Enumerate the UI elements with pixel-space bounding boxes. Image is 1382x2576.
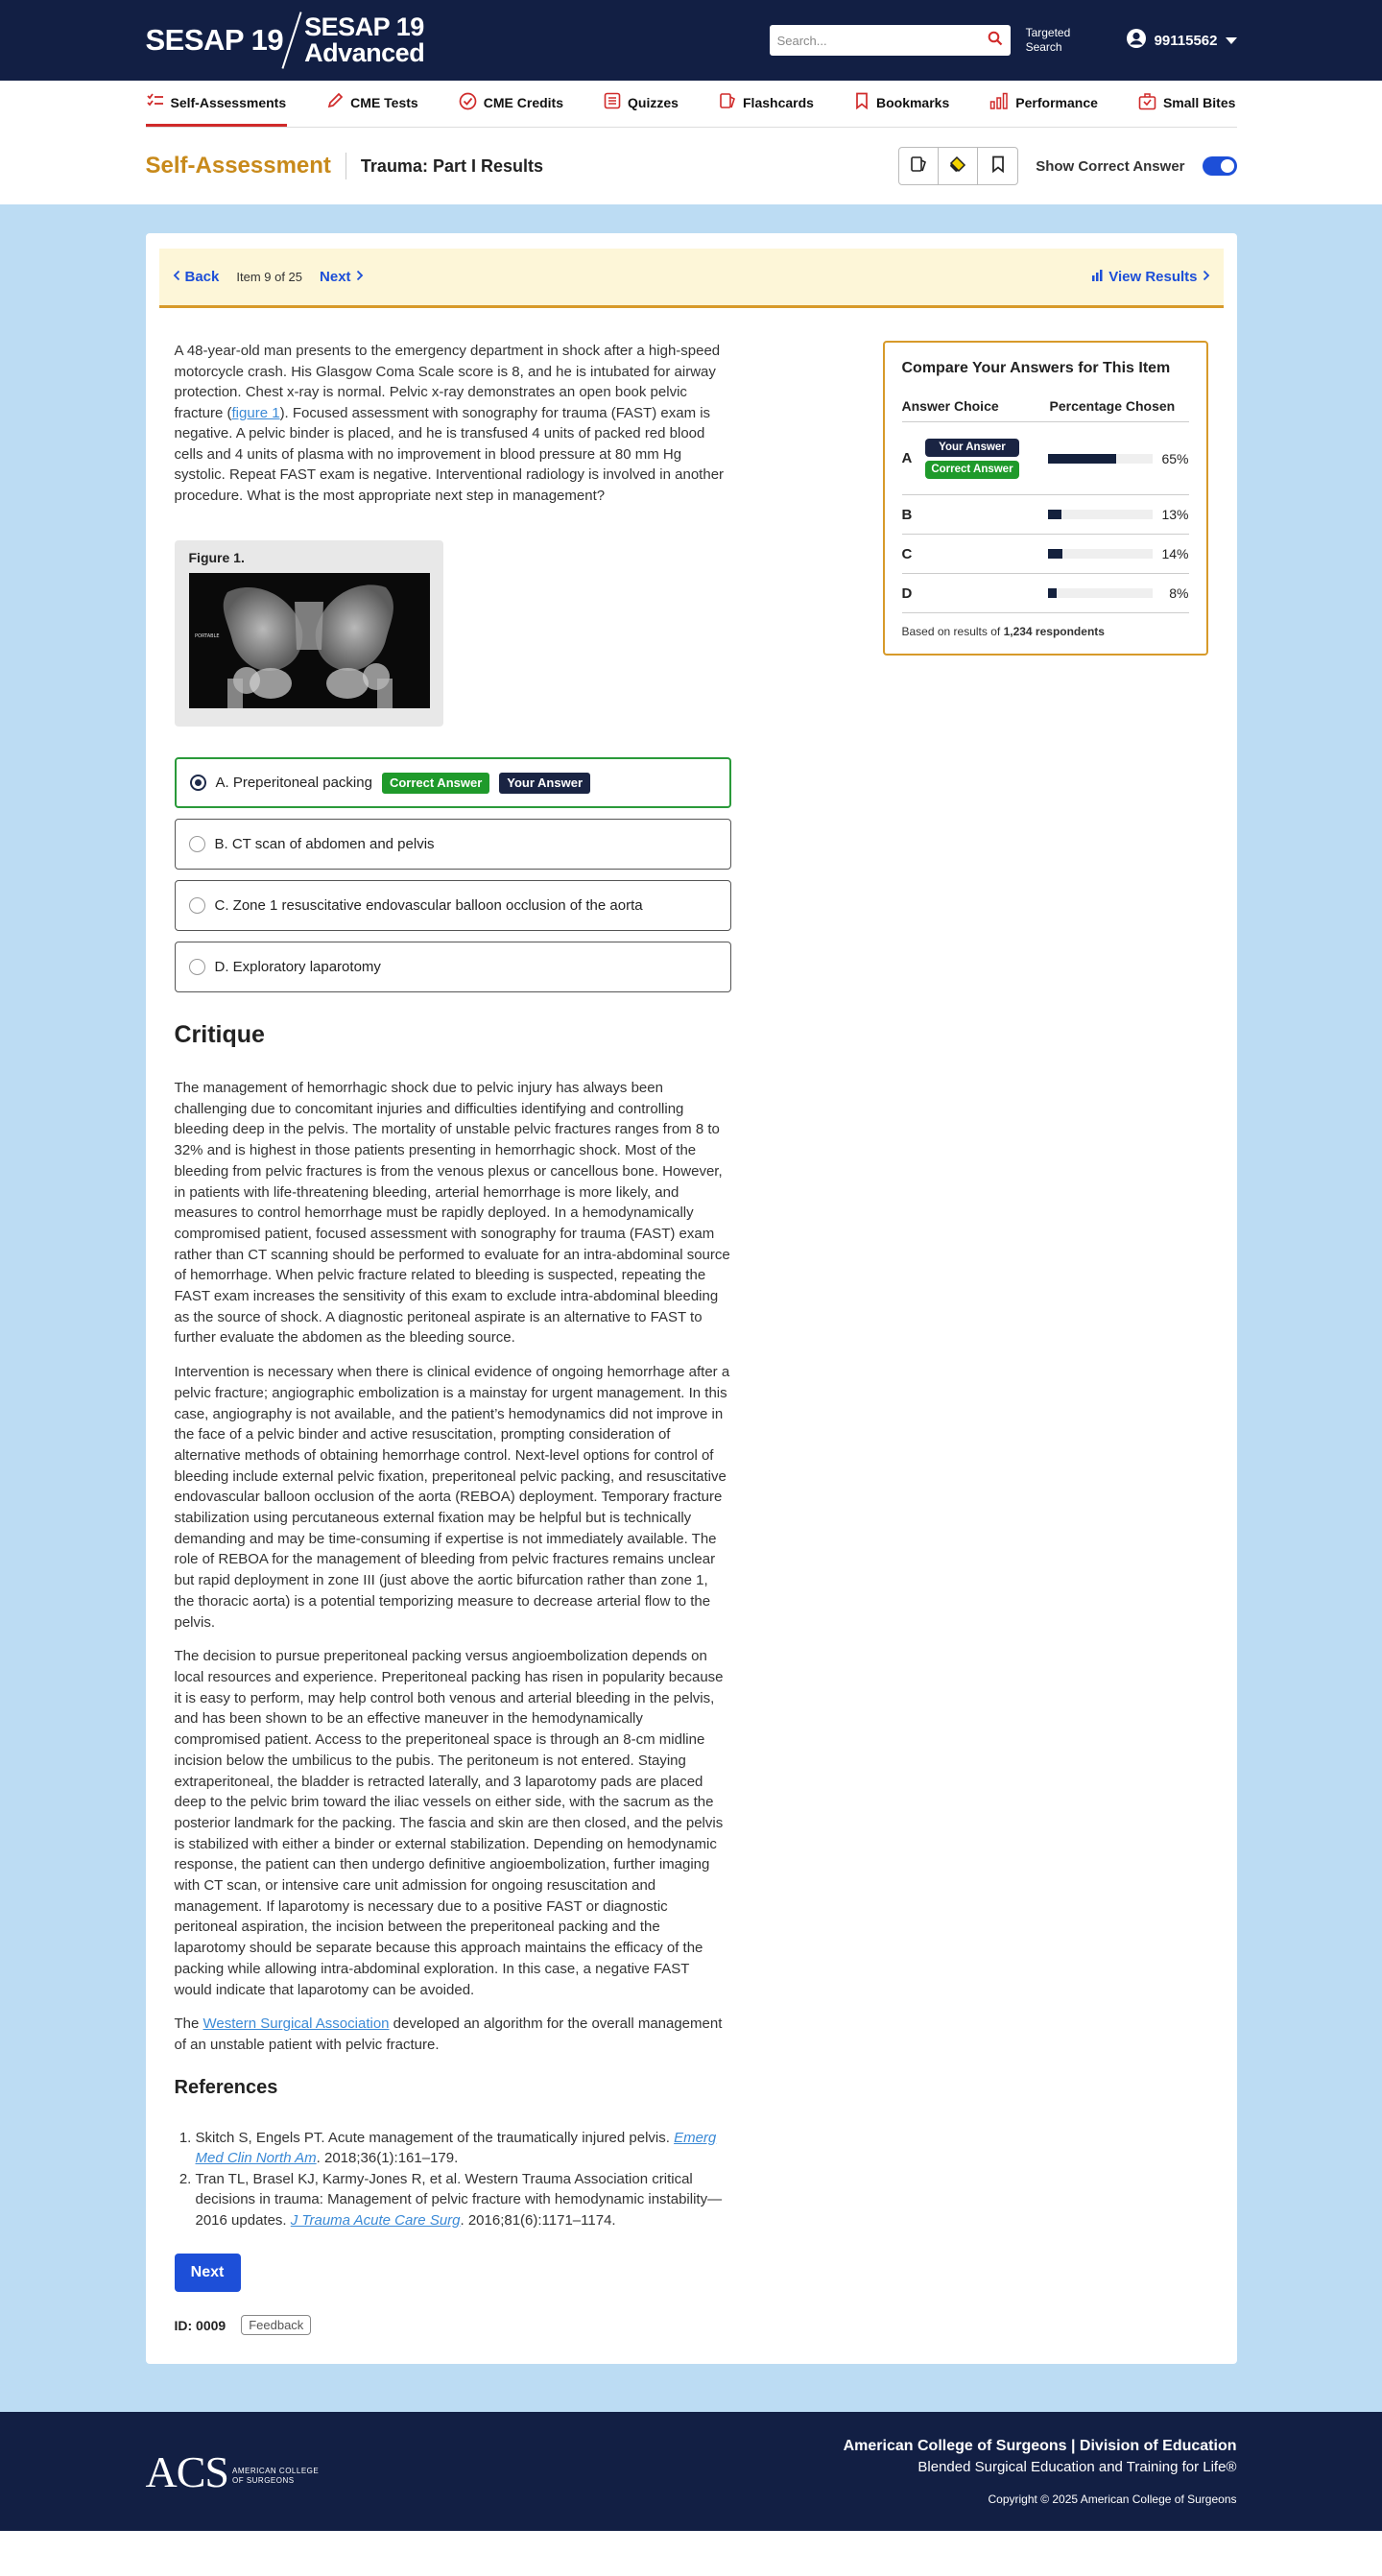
logo-advanced-line1: SESAP 19 <box>304 12 424 41</box>
option-label: D. Exploratory laparotomy <box>214 959 381 975</box>
targeted-search-link[interactable]: Targeted Search <box>1025 26 1071 54</box>
percentage-bar <box>1048 588 1153 598</box>
correct-answer-badge: Correct Answer <box>382 773 489 794</box>
critique-text: developed an algorithm for the overall management of an unstable patient with pelvic fracture. <box>174 2015 723 2053</box>
chevron-down-icon <box>1226 37 1237 44</box>
view-results-link[interactable] <box>1091 269 1209 285</box>
reference-text: Tran TL, Brasel KJ, Karmy-Jones R, et al. Western Trauma Association critical decisions in trauma: Management of pelvic fracture with hemodynamic instability—2016 updates. <box>195 2170 723 2229</box>
check-circle-icon <box>459 92 477 113</box>
highlighter-icon <box>948 155 967 179</box>
answer-options <box>175 757 731 992</box>
radio[interactable] <box>189 959 205 975</box>
item-counter: Item 9 of 25 <box>236 270 303 284</box>
item-id: ID: 0009 <box>174 2317 226 2333</box>
footer-org: American College of Surgeons | Division of Education <box>843 2437 1237 2454</box>
percentage-value: 8% <box>1169 585 1189 601</box>
critique-paragraph: Intervention is necessary when there is clinical evidence of ongoing hemorrhage after a pelvic fracture; angiographic embolization is a mainstay for urgent management. In this case, angiography is not available, and the patient’s hemodynamics did not improve in the face of a pelvic binder and active resuscitation, prompting consideration of alternative methods of obtaining hemorrhage control. Next-level options for control of bleeding include external pelvic fixation, preperitoneal pelvic packing, and resuscitative endovascular balloon occlusion of the aorta (REBOA) deployment. Temporary fracture stabilization using percutaneous external fixation may be helpful but is technically demanding and may be time-consuming if expertise is not immediately available. The role of REBOA for the management of bleeding from pelvic fractures remains unclear but rapid deployment in zone III (just above the aortic bifurcation rather than zone 1, the thoracic aorta) is a potential temporizing measure to decrease arterial flow to the pelvis. <box>174 1364 730 1631</box>
acs-logo-text: ACS <box>145 2446 228 2496</box>
highlighter-tool-button[interactable] <box>939 148 978 184</box>
nav-label: Quizzes <box>628 94 679 110</box>
your-answer-badge: Your Answer <box>925 439 1018 457</box>
option-b[interactable] <box>175 819 731 870</box>
option-label: C. Zone 1 resuscitative endovascular balloon occlusion of the aorta <box>214 897 643 914</box>
figure-label: Figure 1. <box>188 550 245 565</box>
acs-small-2: OF SURGEONS <box>231 2476 295 2486</box>
top-header <box>0 0 1382 81</box>
next-link[interactable] <box>320 269 364 285</box>
compare-column <box>883 341 1208 2335</box>
bookmark-tool-button[interactable] <box>978 148 1017 184</box>
footer-tagline: Blended Surgical Education and Training for Life® <box>917 2458 1237 2475</box>
flashcard-icon <box>910 155 927 178</box>
nav-label: Self-Assessments <box>170 94 287 110</box>
user-id: 99115562 <box>1154 32 1218 49</box>
title-bar <box>146 128 1237 204</box>
reference-text: . 2018;36(1):161–179. <box>316 2150 459 2167</box>
reference-item <box>196 2128 731 2169</box>
chevron-right-icon <box>1203 269 1210 285</box>
figure-1[interactable] <box>175 540 443 727</box>
feedback-button[interactable]: Feedback <box>241 2315 311 2335</box>
radio[interactable] <box>189 897 205 914</box>
user-avatar-icon <box>1126 28 1147 53</box>
page-subtitle: Trauma: Part I Results <box>360 155 543 176</box>
nav-performance[interactable] <box>989 81 1099 127</box>
percentage-value: 14% <box>1161 546 1189 561</box>
nav-label: Performance <box>1015 94 1098 110</box>
option-label: A. Preperitoneal packing <box>215 775 372 791</box>
option-label: B. CT scan of abdomen and pelvis <box>214 836 435 852</box>
view-results-label: View Results <box>1108 269 1198 285</box>
option-c[interactable] <box>175 880 731 931</box>
option-d[interactable] <box>175 942 731 992</box>
pencil-icon <box>326 92 344 112</box>
journal-link[interactable]: Emerg Med Clin North Am <box>195 2129 717 2167</box>
footer <box>0 2412 1382 2531</box>
logo-advanced-line2: Advanced <box>304 38 425 67</box>
pelvic-xray-image <box>189 573 430 708</box>
critique-paragraph: The management of hemorrhagic shock due to pelvic injury has always been challenging due to concomitant injuries and difficulties identifying and controlling bleeding deep in the pelvis. The mortality of unstable pelvic fractures ranges from 8 to 32% and is highest in those patients presenting in hemorrhagic shock. Most of the bleeding from pelvic fractures is from the venous plexus or cancellous bone. However, in patients with life-threatening bleeding, arterial hemorrhage is more likely, and measures to control hemorrhage must be rapidly deployed. In a hemodynamically compromised patient, focused assessment with sonography for trauma (FAST) exam rather than CT scanning should be performed to evaluate for an intra-abdominal source of hemorrhage. When pelvic fracture related to bleeding is suspected, repeating the FAST exam increases the sensitivity of this exam to exclude intra-abdominal bleeding as the source of shock. A diagnostic peritoneal aspirate is an alternative to FAST to further evaluate the abdomen as the bleeding source. <box>174 1080 730 1347</box>
nav-small-bites[interactable] <box>1137 81 1236 127</box>
western-surgical-link[interactable]: Western Surgical Association <box>203 2015 390 2033</box>
xray-portable-marker: PORTABLE <box>194 633 220 639</box>
answer-letter: D <box>901 584 913 602</box>
compare-title: Compare Your Answers for This Item <box>901 360 1171 376</box>
compare-row-a <box>902 421 1189 494</box>
percentage-bar-fill <box>1048 510 1061 519</box>
percentage-bar-fill <box>1048 588 1057 598</box>
critique-body <box>175 1078 731 2056</box>
percentage-bar <box>1048 510 1153 519</box>
compare-answers-panel <box>883 341 1208 656</box>
nav-self-assessments[interactable] <box>146 81 288 127</box>
search-icon[interactable] <box>988 31 1003 51</box>
percentage-value: 13% <box>1161 507 1189 522</box>
footer-copyright: Copyright © 2025 American College of Surgeons <box>988 2492 1237 2506</box>
flashcard-icon <box>719 92 736 112</box>
item-navigation-bar <box>159 249 1224 308</box>
acs-logo-subtext <box>232 2467 319 2486</box>
logo-divider <box>282 12 302 69</box>
bar-chart-icon <box>989 92 1009 112</box>
compare-row-c <box>902 534 1189 573</box>
figure-link[interactable]: figure 1 <box>231 404 280 421</box>
show-correct-toggle[interactable] <box>1203 156 1237 176</box>
option-a[interactable] <box>175 757 731 808</box>
journal-link[interactable]: J Trauma Acute Care Surg <box>290 2211 461 2229</box>
nav-cme-tests[interactable] <box>325 81 419 127</box>
bookmark-icon <box>854 92 870 112</box>
chevron-left-icon <box>173 269 180 285</box>
nav-label: Bookmarks <box>875 94 950 110</box>
reference-item <box>196 2169 731 2231</box>
question-stem <box>175 341 731 506</box>
compare-row-b <box>902 494 1189 534</box>
bar-chart-icon <box>1091 269 1104 285</box>
reference-text: . 2016;81(6):1171–1174. <box>460 2211 616 2229</box>
search-input[interactable] <box>777 34 988 48</box>
critique-heading: Critique <box>174 1021 265 1048</box>
radio[interactable] <box>189 836 205 852</box>
question-column <box>175 341 731 2335</box>
col-percentage: Percentage Chosen <box>1049 398 1176 414</box>
nav-label: Small Bites <box>1162 94 1236 110</box>
logo-sesap: SESAP 19 <box>145 23 284 57</box>
checklist-icon <box>147 93 164 111</box>
references-list <box>175 2128 731 2231</box>
main-nav <box>146 81 1237 128</box>
respondent-count: 1,234 respondents <box>1003 625 1105 638</box>
critique-text: The <box>174 2015 203 2033</box>
note-text: Based on results of <box>901 625 1004 638</box>
nav-quizzes[interactable] <box>603 81 679 127</box>
show-correct-label: Show Correct Answer <box>1036 157 1185 175</box>
list-icon <box>604 92 621 112</box>
answer-letter: B <box>901 506 913 523</box>
acs-small-1: AMERICAN COLLEGE <box>231 2467 320 2476</box>
logo-advanced <box>304 14 424 66</box>
acs-logo[interactable] <box>146 2446 320 2497</box>
radio-checked[interactable] <box>190 775 206 791</box>
nav-bookmarks[interactable] <box>853 81 950 127</box>
chevron-right-icon <box>356 269 364 285</box>
page-title: Self-Assessment <box>146 153 346 179</box>
reference-text: Skitch S, Engels PT. Acute management of the traumatically injured pelvis. <box>195 2129 675 2146</box>
percentage-bar <box>1048 454 1153 464</box>
sesap-logo[interactable] <box>146 11 425 70</box>
correct-answer-badge: Correct Answer <box>925 461 1018 479</box>
your-answer-badge: Your Answer <box>499 773 590 794</box>
small-bites-icon <box>1138 92 1156 113</box>
search-box <box>770 25 1011 56</box>
compare-row-d <box>902 573 1189 612</box>
col-answer-choice: Answer Choice <box>901 398 999 414</box>
next-label: Next <box>320 269 351 285</box>
back-button[interactable] <box>173 269 220 285</box>
nav-label: CME Tests <box>350 94 418 110</box>
back-label: Back <box>184 269 220 285</box>
answer-letter: A <box>901 450 913 466</box>
main-area <box>0 204 1382 2412</box>
nav-flashcards[interactable] <box>718 81 815 127</box>
percentage-bar-fill <box>1048 549 1062 559</box>
nav-label: Flashcards <box>743 94 814 110</box>
item-tools <box>898 147 1018 185</box>
user-menu[interactable] <box>1126 28 1237 53</box>
percentage-value: 65% <box>1161 450 1189 466</box>
stem-text: A 48-year-old man presents to the emergency department in shock after a high-speed motorcycle crash. His Glasgow Coma Scale score is 8, and he is intubated for airway protection. Chest x-ray is normal. Pelvic x-ray demonstrates an open book pelvic fracture ( <box>174 343 721 421</box>
compare-header <box>902 398 1189 421</box>
references-heading: References <box>174 2076 278 2098</box>
critique-paragraph <box>175 2014 731 2055</box>
nav-label: CME Credits <box>483 94 563 110</box>
question-card <box>146 233 1237 2364</box>
percentage-bar <box>1048 549 1153 559</box>
respondents-note <box>902 612 1189 638</box>
answer-letter: C <box>901 545 913 562</box>
flashcard-tool-button[interactable] <box>899 148 939 184</box>
stem-text: ). Focused assessment with sonography for trauma (FAST) exam is negative. A pelvic binder is placed, and he is transfused 4 units of packed red blood cells and 4 units of plasma with no improvement in blood pressure at 80 mm Hg systolic. Repeat FAST exam is negative. Interventional radiology is involved in another procedure. What is the most appropriate next step in management? <box>174 404 725 504</box>
bookmark-icon <box>990 155 1006 178</box>
nav-cme-credits[interactable] <box>458 81 564 127</box>
percentage-bar-fill <box>1048 454 1116 464</box>
item-id-row <box>175 2315 731 2335</box>
critique-paragraph: The decision to pursue preperitoneal packing versus angioembolization depends on local resources and experience. Preperitoneal packing has risen in popularity because it is easy to perform, may help control both venous and arterial bleeding in the pelvis, and has been shown to be an effective maneuver in the hemodynamically compromised patient. Access to the preperitoneal space is through an 8-cm midline incision below the umbilicus to the pubis. The peritoneum is not entered. Staying extraperitoneal, the bladder is retracted laterally, and 3 laparotomy pads are placed deep to the pelvic brim toward the iliac vessels on either side, with the sacrum as the posterior landmark for the packing. The fascia and skin are then closed, and the pelvis is stabilized with either a binder or external stabilization. Depending on hemodynamic response, the patient can then undergo definitive angioembolization, further imaging with CT scan, or intensive care unit admission for ongoing resuscitation and management. If laparotomy is necessary due to a positive FAST or diagnostic peritoneal aspiration, the incision between the preperitoneal packing and the laparotomy should be separate because this approach maintains the efficacy of the packing while allowing intra-abdominal exploration. In this case, a negative FAST would indicate that laparotomy can be avoided. <box>174 1648 724 1998</box>
next-button[interactable]: Next <box>175 2254 241 2292</box>
